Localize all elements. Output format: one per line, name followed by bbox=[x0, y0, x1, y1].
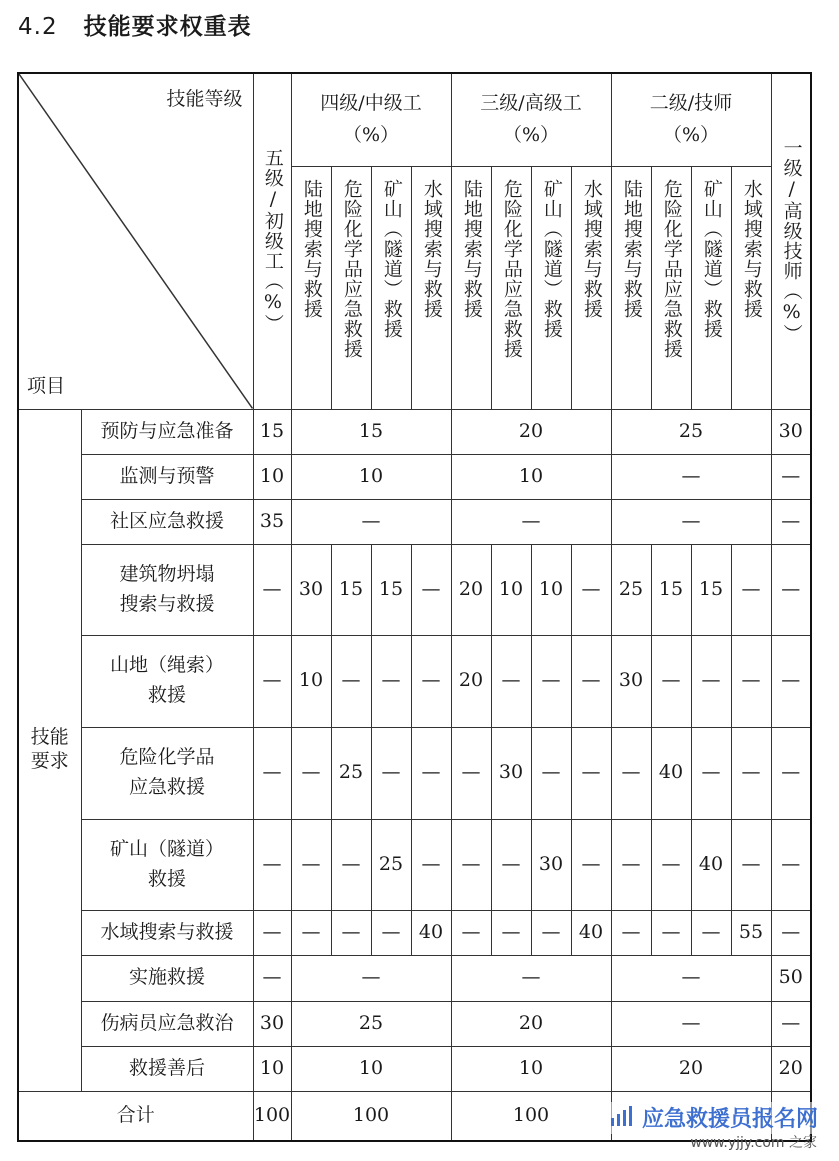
cell: 40 bbox=[651, 727, 691, 819]
cell: 30 bbox=[291, 544, 331, 635]
cell-l4: — bbox=[291, 499, 451, 544]
row-name-line2: 应急救援 bbox=[128, 776, 205, 798]
cell: 15 bbox=[651, 544, 691, 635]
cell: — bbox=[691, 727, 731, 819]
cell-l1: — bbox=[771, 910, 811, 955]
cell: — bbox=[371, 727, 411, 819]
cell: — bbox=[411, 635, 451, 727]
cell: — bbox=[491, 819, 531, 910]
cell-l4: — bbox=[291, 955, 451, 1001]
cell: — bbox=[731, 727, 771, 819]
cell: — bbox=[691, 910, 731, 955]
header-level2 bbox=[611, 73, 771, 166]
cell: — bbox=[611, 819, 651, 910]
signal-bars-icon bbox=[610, 1106, 636, 1134]
header-level4 bbox=[291, 73, 451, 166]
cell: 20 bbox=[451, 635, 491, 727]
cell: 30 bbox=[531, 819, 571, 910]
subheader-text: 危险化学品应急救援 bbox=[660, 178, 683, 359]
cell: 15 bbox=[331, 544, 371, 635]
watermark-url: www.yjjy.com 之家 bbox=[690, 1135, 817, 1151]
cell-l2: — bbox=[611, 955, 771, 1001]
cell: — bbox=[691, 635, 731, 727]
cell-l3: 10 bbox=[451, 454, 611, 499]
cell: 15 bbox=[371, 544, 411, 635]
side-label-text: 技能要求 bbox=[30, 726, 69, 772]
row-name: 社区应急救援 bbox=[81, 499, 253, 544]
header-level5-text: 五级/初级工（%） bbox=[261, 148, 284, 335]
cell: — bbox=[531, 727, 571, 819]
header-level2-name: 二级/技师 bbox=[649, 92, 733, 114]
cell: — bbox=[731, 635, 771, 727]
subheader-l3-water bbox=[571, 166, 611, 409]
section-title-text: 技能要求权重表 bbox=[83, 14, 252, 40]
cell: 10 bbox=[291, 635, 331, 727]
header-level5 bbox=[253, 73, 291, 409]
cell: — bbox=[331, 635, 371, 727]
cell: — bbox=[291, 727, 331, 819]
cell-l5: — bbox=[253, 727, 291, 819]
subheader-text: 危险化学品应急救援 bbox=[340, 178, 363, 359]
subheader-text: 陆地搜索与救援 bbox=[460, 178, 483, 319]
cell-l5: 10 bbox=[253, 1046, 291, 1091]
cell: — bbox=[571, 635, 611, 727]
subheader-l4-mine bbox=[371, 166, 411, 409]
total-l4: 100 bbox=[291, 1091, 451, 1141]
cell: 30 bbox=[491, 727, 531, 819]
cell: — bbox=[371, 910, 411, 955]
subheader-text: 陆地搜索与救援 bbox=[300, 178, 323, 319]
cell: — bbox=[371, 635, 411, 727]
row-name-line1: 山地（绳索） bbox=[109, 654, 224, 677]
cell-l5: — bbox=[253, 910, 291, 955]
cell: — bbox=[651, 819, 691, 910]
cell: 25 bbox=[371, 819, 411, 910]
cell-l5: 35 bbox=[253, 499, 291, 544]
cell: — bbox=[451, 910, 491, 955]
cell: — bbox=[731, 819, 771, 910]
total-label: 合计 bbox=[18, 1091, 253, 1141]
cell-l1: — bbox=[771, 819, 811, 910]
cell: 25 bbox=[331, 727, 371, 819]
cell-l1: — bbox=[771, 544, 811, 635]
cell: 25 bbox=[611, 544, 651, 635]
cell: — bbox=[651, 635, 691, 727]
header-level4-unit: （%） bbox=[342, 123, 400, 146]
cell: — bbox=[571, 819, 611, 910]
watermark-text: 应急救援员报名网 bbox=[641, 1106, 818, 1132]
cell: — bbox=[611, 727, 651, 819]
header-level3-name: 三级/高级工 bbox=[480, 92, 582, 114]
cell: — bbox=[331, 819, 371, 910]
cell-l4: 25 bbox=[291, 1001, 451, 1046]
cell-l2: — bbox=[611, 1001, 771, 1046]
row-name: 水域搜索与救援 bbox=[81, 910, 253, 955]
row-name: 伤病员应急救治 bbox=[81, 1001, 253, 1046]
cell: — bbox=[411, 819, 451, 910]
cell-l1: — bbox=[771, 727, 811, 819]
cell-l1: 30 bbox=[771, 409, 811, 454]
cell-l3: 20 bbox=[451, 1001, 611, 1046]
subheader-text: 水域搜索与救援 bbox=[580, 178, 603, 319]
subheader-l2-land bbox=[611, 166, 651, 409]
cell-l1: — bbox=[771, 1001, 811, 1046]
cell: — bbox=[411, 544, 451, 635]
subheader-text: 矿山（隧道）救援 bbox=[380, 178, 403, 339]
cell-l5: 15 bbox=[253, 409, 291, 454]
cell: 10 bbox=[531, 544, 571, 635]
section-title bbox=[18, 8, 252, 41]
subheader-text: 水域搜索与救援 bbox=[420, 178, 443, 319]
row-name: 监测与预警 bbox=[81, 454, 253, 499]
header-level1-text: 一级/高级技师（%） bbox=[780, 138, 803, 345]
cell: 10 bbox=[491, 544, 531, 635]
subheader-l2-mine bbox=[691, 166, 731, 409]
cell-l4: 10 bbox=[291, 1046, 451, 1091]
header-level1 bbox=[771, 73, 811, 409]
row-name-line2: 搜索与救援 bbox=[119, 592, 215, 615]
subheader-text: 矿山（隧道）救援 bbox=[540, 178, 563, 339]
row-name-line1: 矿山（隧道） bbox=[109, 837, 224, 860]
cell-l1: — bbox=[771, 635, 811, 727]
cell: — bbox=[491, 910, 531, 955]
cell: — bbox=[291, 910, 331, 955]
skill-weight-table bbox=[17, 72, 812, 1142]
row-name-line2: 救援 bbox=[147, 867, 186, 890]
cell: 20 bbox=[451, 544, 491, 635]
cell-l1: 20 bbox=[771, 1046, 811, 1091]
row-name: 救援善后 bbox=[81, 1046, 253, 1091]
cell: — bbox=[531, 635, 571, 727]
cell-l5: — bbox=[253, 635, 291, 727]
cell: — bbox=[331, 910, 371, 955]
subheader-l3-mine bbox=[531, 166, 571, 409]
row-name bbox=[81, 727, 253, 819]
cell-l3: 10 bbox=[451, 1046, 611, 1091]
cell-l2: — bbox=[611, 454, 771, 499]
subheader-text: 矿山（隧道）救援 bbox=[700, 178, 723, 339]
header-level3 bbox=[451, 73, 611, 166]
diagonal-line bbox=[19, 74, 253, 409]
subheader-l2-chem bbox=[651, 166, 691, 409]
cell: — bbox=[651, 910, 691, 955]
subheader-l2-water bbox=[731, 166, 771, 409]
cell: — bbox=[411, 727, 451, 819]
cell: 15 bbox=[691, 544, 731, 635]
cell-l1: — bbox=[771, 499, 811, 544]
subheader-text: 水域搜索与救援 bbox=[740, 178, 763, 319]
cell: — bbox=[291, 819, 331, 910]
side-label-skill-requirements bbox=[18, 409, 81, 1091]
total-l3: 100 bbox=[451, 1091, 611, 1141]
cell: 30 bbox=[611, 635, 651, 727]
row-name bbox=[81, 635, 253, 727]
subheader-text: 危险化学品应急救援 bbox=[500, 178, 523, 359]
row-name: 实施救援 bbox=[81, 955, 253, 1001]
cell: — bbox=[731, 544, 771, 635]
header-level2-unit: （%） bbox=[662, 123, 720, 146]
header-level3-unit: （%） bbox=[502, 123, 560, 146]
row-name-line1: 危险化学品 bbox=[119, 746, 215, 769]
cell-l2: — bbox=[611, 499, 771, 544]
subheader-l3-land bbox=[451, 166, 491, 409]
cell: 40 bbox=[411, 910, 451, 955]
cell-l5: 30 bbox=[253, 1001, 291, 1046]
cell: — bbox=[571, 544, 611, 635]
cell: 55 bbox=[731, 910, 771, 955]
cell: — bbox=[531, 910, 571, 955]
cell-l5: — bbox=[253, 819, 291, 910]
subheader-text: 陆地搜索与救援 bbox=[620, 178, 643, 319]
cell-l4: 15 bbox=[291, 409, 451, 454]
cell: — bbox=[571, 727, 611, 819]
header-item-label: 项目 bbox=[27, 374, 66, 397]
section-number: 4.2 bbox=[18, 14, 58, 40]
cell-l3: — bbox=[451, 499, 611, 544]
subheader-l4-water bbox=[411, 166, 451, 409]
watermark-badge bbox=[607, 1102, 821, 1134]
cell: — bbox=[491, 635, 531, 727]
header-level4-name: 四级/中级工 bbox=[320, 92, 422, 114]
row-name: 预防与应急准备 bbox=[81, 409, 253, 454]
row-name bbox=[81, 544, 253, 635]
header-corner-cell bbox=[18, 73, 253, 409]
row-name-line2: 救援 bbox=[147, 684, 186, 706]
cell-l1: — bbox=[771, 454, 811, 499]
cell: — bbox=[451, 819, 491, 910]
row-name bbox=[81, 819, 253, 910]
cell: 40 bbox=[691, 819, 731, 910]
cell-l3: 20 bbox=[451, 409, 611, 454]
cell-l5: 10 bbox=[253, 454, 291, 499]
cell: — bbox=[611, 910, 651, 955]
subheader-l4-land bbox=[291, 166, 331, 409]
cell-l1: 50 bbox=[771, 955, 811, 1001]
row-name-line1: 建筑物坍塌 bbox=[119, 562, 215, 585]
cell-l2: 25 bbox=[611, 409, 771, 454]
cell-l2: 20 bbox=[611, 1046, 771, 1091]
cell: 40 bbox=[571, 910, 611, 955]
total-l5: 100 bbox=[253, 1091, 291, 1141]
cell-l5: — bbox=[253, 955, 291, 1001]
subheader-l4-chem bbox=[331, 166, 371, 409]
cell-l5: — bbox=[253, 544, 291, 635]
cell: — bbox=[451, 727, 491, 819]
header-skill-level-label: 技能等级 bbox=[166, 88, 243, 110]
subheader-l3-chem bbox=[491, 166, 531, 409]
cell-l3: — bbox=[451, 955, 611, 1001]
cell-l4: 10 bbox=[291, 454, 451, 499]
